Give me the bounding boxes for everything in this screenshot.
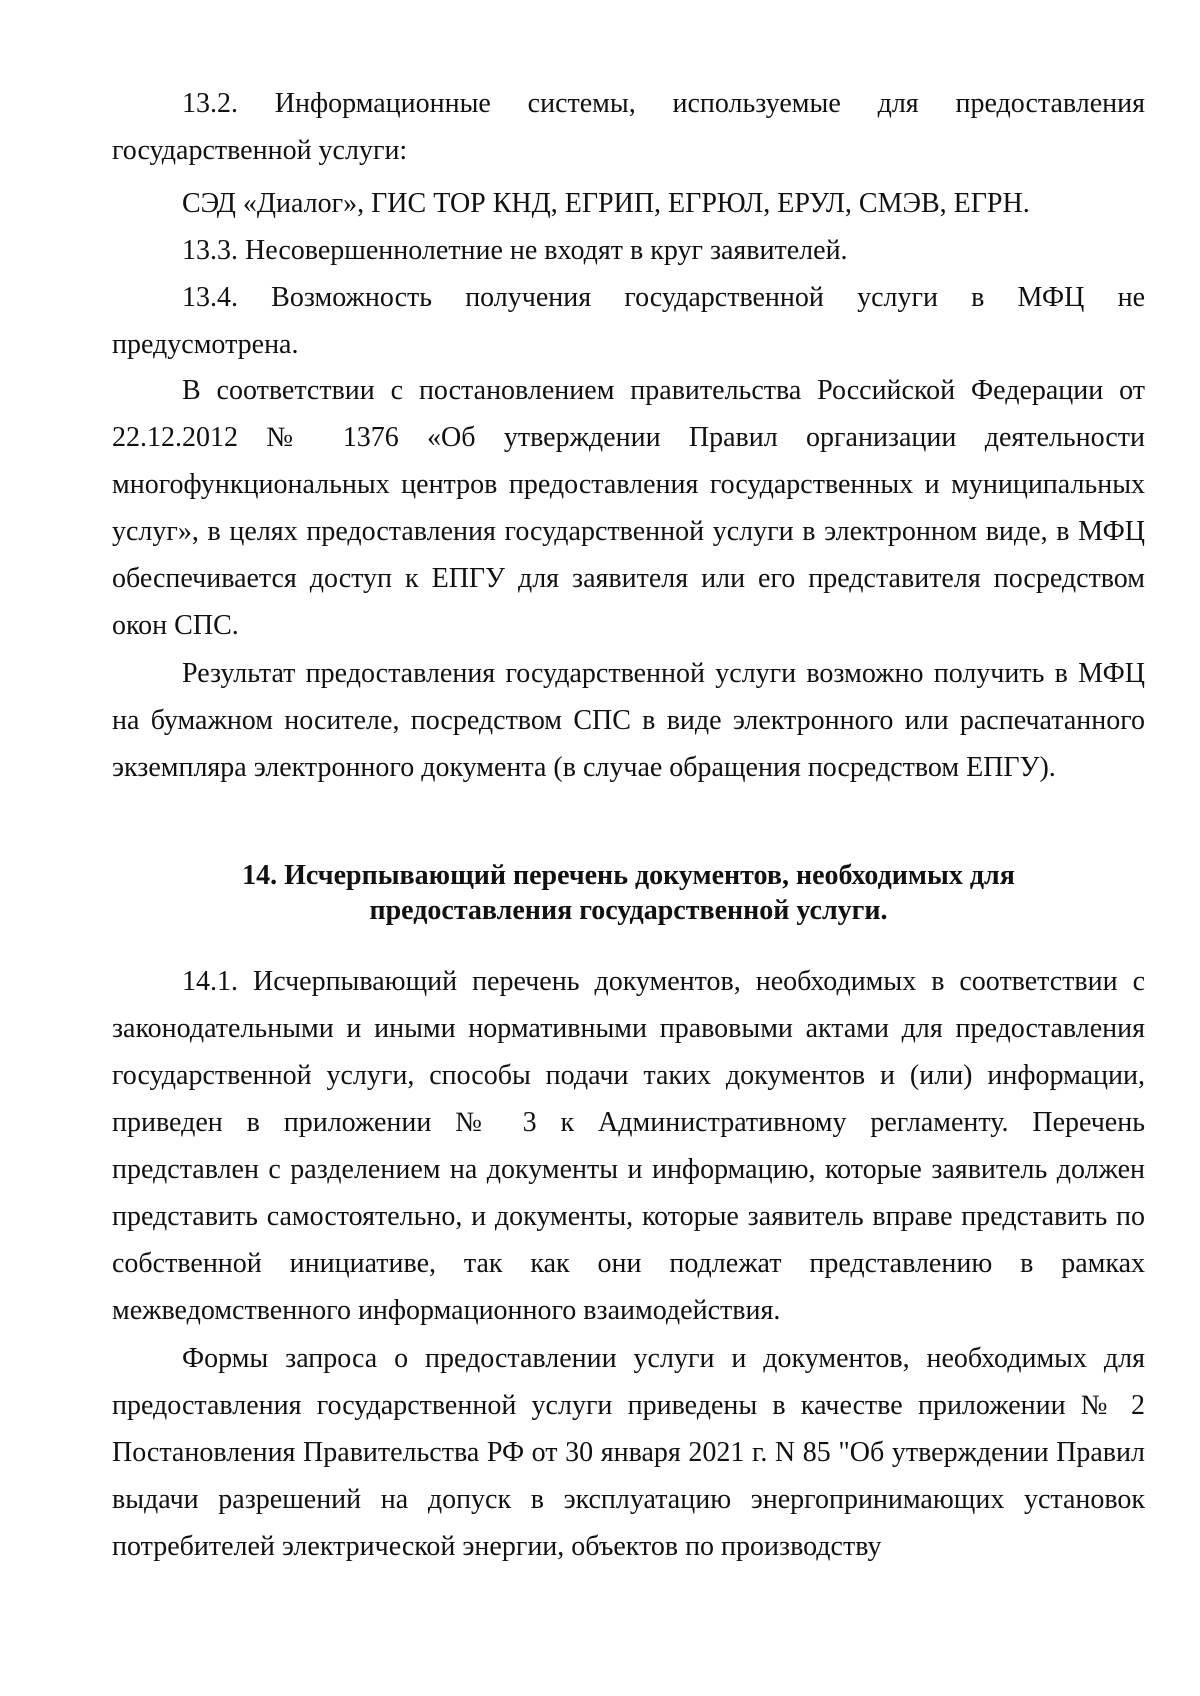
paragraph-13-4: 13.4. Возможность получения государственной услуги в МФЦ не предусмотрена. bbox=[112, 282, 1145, 360]
section-14-heading-line-2: предоставления государственной услуги. bbox=[369, 895, 888, 926]
paragraph-13-2: 13.2. Информационные системы, используемые для предоставления государственной услуги: bbox=[112, 88, 1145, 166]
section-14-heading bbox=[112, 858, 1145, 928]
paragraph-14-1: 14.1. Исчерпывающий перечень документов, необходимых в соответствии с законодательными и иными нормативными правовыми актами для предоставления государственной услуги, способы подачи таких документов и (или) информации, приведен в приложении № 3 к Административному регламенту. Перечень представлен с разделением на документы и информацию, которые заявитель должен представить самостоятельно, и документы, которые заявитель вправе представить по собственной инициативе, так как они подлежат представлению в рамках межведомственного информационного взаимодействия. bbox=[112, 966, 1145, 1326]
paragraph-request-forms: Формы запроса о предоставлении услуги и документов, необходимых для предоставления государственной услуги приведены в качестве приложении № 2 Постановления Правительства РФ от 30 января 2021 г. N 85 "Об утверждении Правил выдачи разрешений на допуск в эксплуатацию энергопринимающих установок потребителей электрической энергии, объектов по производству bbox=[112, 1343, 1145, 1562]
paragraph-resolution-1376: В соответствии с постановлением правительства Российской Федерации от 22.12.2012 № 1376 «Об утверждении Правил организации деятельности многофункциональных центров предоставления государственных и муниципальных услуг», в целях предоставления государственной услуги в электронном виде, в МФЦ обеспечивается доступ к ЕПГУ для заявителя или его представителя посредством окон СПС. bbox=[112, 375, 1145, 641]
information-systems-list: СЭД «Диалог», ГИС ТОР КНД, ЕГРИП, ЕГРЮЛ, ЕРУЛ, СМЭВ, ЕГРН. bbox=[182, 188, 1030, 219]
paragraph-13-3: 13.3. Несовершеннолетние не входят в круг заявителей. bbox=[182, 235, 848, 266]
section-14-heading-line-1: 14. Исчерпывающий перечень документов, необходимых для bbox=[242, 860, 1015, 891]
paragraph-service-result: Результат предоставления государственной услуги возможно получить в МФЦ на бумажном носителе, посредством СПС в виде электронного или распечатанного экземпляра электронного документа (в случае обращения посредством ЕПГУ). bbox=[112, 658, 1145, 783]
